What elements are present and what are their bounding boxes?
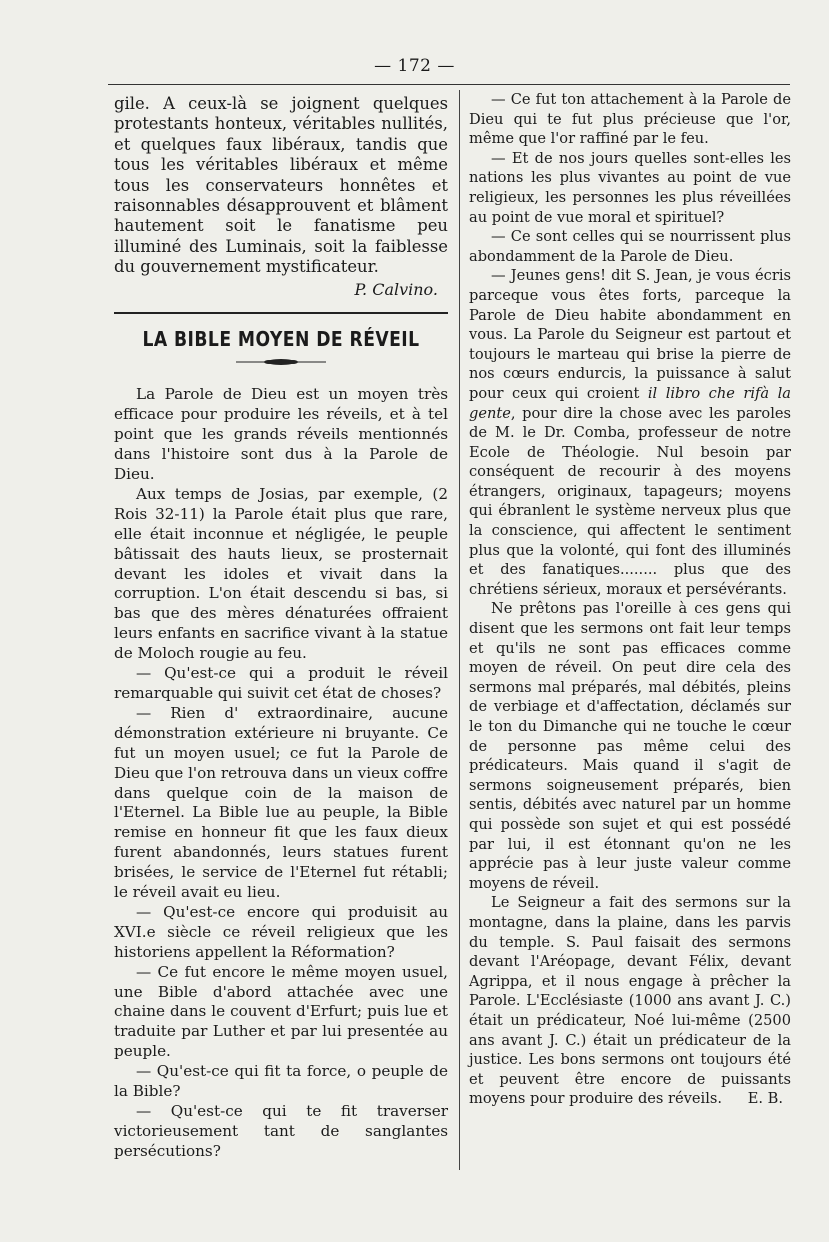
body-paragraph — [469, 893, 791, 1109]
body-paragraph: — Ce fut encore le même moyen usuel, une Bible d'abord attachée avec une chaine dans le couvent d'Erfurt; puis lue et traduite par Luther et par lui presentée au peuple. — [114, 962, 448, 1061]
body-paragraph: — Rien d' extraordinaire, aucune démonstration extérieure ni bruyante. Ce fut un moyen usuel; ce fut la Parole de Dieu que l'on retrouva dans un vieux coffre dans quelque coin de la maison de l'Eternel. La Bible lue au peuple, la Bible remise en honneur fit que les faux dieux furent abandonnés, leurs statues furent brisées, le service de l'Eternel fut rétabli; le réveil avait eu lieu. — [114, 703, 448, 902]
text-run: , pour dire la chose avec les paroles de M. le Dr. Comba, professeur de notre Ecole de Théologie. Nul besoin par conséquent de recourir à des moyens étrangers, originaux, tapageurs; moyens qui ébranlent le système nerveux plus que la conscience, qui affectent le sentiment plus que la volonté, qui font des illuminés et des fanatiques........ plus que des chrétiens sérieux, moraux et persévérants. — [469, 404, 791, 598]
article-title: LA BIBLE MOYEN DE RÉVEIL — [142, 326, 420, 351]
header-rule — [108, 84, 790, 85]
page-number: — 172 — — [374, 56, 455, 76]
text-run: — Jeunes gens! dit S. Jean, je vous écris parceque vous êtes forts, parceque la Parole de Dieu habite abondamment en vous. La Parole du Seigneur est partout et toujours le marteau qui brise la pierre de nos cœurs endurcis, la puissance à salut pour ceux qui croient — [469, 267, 791, 402]
text-run: Le Seigneur a fait des sermons sur la montagne, dans la plaine, dans les parvis du temple. S. Paul faisait des sermons devant l'Aréopage, devant Félix, devant Agrippa, et il nous engage à prêcher la Parole. L'Ecclésiaste (1000 ans avant J. C.) était un prédicateur, Noé lui-même (2500 ans avant J. C.) était un prédicateur de la justice. Les bons sermons ont toujours été et peuvent être encore de puissants moyens pour produire des réveils. — [469, 894, 791, 1108]
body-paragraph: — Ce fut ton attachement à la Parole de Dieu qui te fut plus précieuse que l'or, même que l'or raffiné par le feu. — [469, 91, 791, 148]
body-paragraph: — Qu'est-ce encore qui produisit au XVI.e siècle ce réveil religieux que les historiens appellent la Réformation? — [114, 902, 448, 961]
signature: P. Calvino. — [354, 279, 438, 299]
article-separator — [114, 312, 448, 314]
body-paragraph: — Ce sont celles qui se nourrissent plus abondamment de la Parole de Dieu. — [469, 228, 791, 265]
continuation-paragraph: gile. A ceux-là se joignent quelques protestants honteux, véritables nullités, et quelques faux libéraux, tandis que tous les véritables libéraux et même tous les conservateurs honnêtes et raisonnables désapprouvent et blâment hautement soit le fanatisme peu illuminé des Luminais, soit la faiblesse du gouvernement mystificateur. — [114, 94, 448, 277]
left-column — [114, 94, 448, 1162]
body-paragraph — [469, 266, 791, 599]
italic-quote: il libro che rifà la gente — [469, 384, 791, 422]
flourish-ornament — [114, 353, 448, 373]
author-initials: E. B. — [747, 1090, 783, 1108]
body-paragraph: Aux temps de Josias, par exemple, (2 Rois 32-11) la Parole était plus que rare, elle était inconnue et négligée, le peuple bâtissait des hauts lieux, se prosternait devant les idoles et vivait dans la corruption. L'on était descendu si bas, si bas que des mères dénaturées offraient leurs enfants en sacrifice vivant à la statue de Moloch rougie au feu. — [114, 484, 448, 663]
column-divider — [459, 90, 460, 1170]
body-paragraph: Ne prêtons pas l'oreille à ces gens qui disent que les sermons ont fait leur temps et qu'ils ne sont pas efficaces comme moyen de réveil. On peut dire cela des sermons mal préparés, mal débités, pleins de verbiage et d'affectation, déclamés sur le ton du Dimanche qui ne touche le cœur de personne pas même celui des prédicateurs. Mais quand il s'agit de sermons soigneusement préparés, bien sentis, débités avec naturel par un homme qui possède son sujet et qui est possédé par lui, il est étonnant qu'on ne les apprécie pas à leur juste valeur comme moyens de réveil. — [469, 600, 791, 892]
body-paragraph: — Qu'est-ce qui te fit traverser victorieusement tant de sanglantes persécutions? — [114, 1102, 448, 1160]
body-paragraph: La Parole de Dieu est un moyen très efficace pour produire les réveils, et à tel point que les grands réveils mentionnés dans l'histoire sont dus à la Parole de Dieu. — [114, 385, 448, 483]
right-column — [469, 90, 791, 1109]
body-paragraph: — Et de nos jours quelles sont-elles les nations les plus vivantes au point de vue religieux, les personnes les plus réveillées au point de vue moral et spirituel? — [469, 149, 791, 226]
body-paragraph: — Qu'est-ce qui a produit le réveil remarquable qui suivit cet état de choses? — [114, 664, 448, 702]
body-paragraph: — Qu'est-ce qui fit ta force, o peuple de la Bible? — [114, 1062, 448, 1101]
